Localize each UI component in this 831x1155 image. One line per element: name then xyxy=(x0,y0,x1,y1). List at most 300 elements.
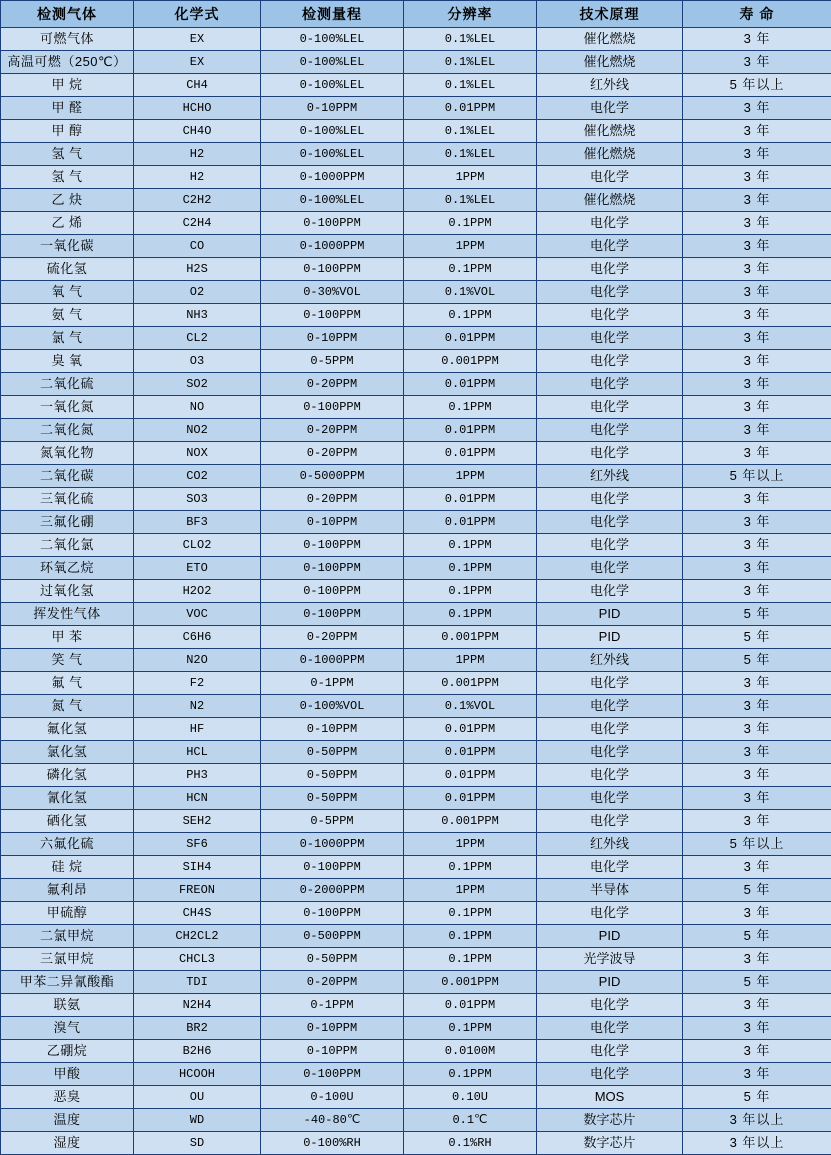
table-cell: 0-50PPM xyxy=(261,764,404,787)
table-row xyxy=(1,511,831,534)
table-cell: 3 年 xyxy=(683,327,831,350)
table-cell: 5 年 xyxy=(683,603,831,626)
table-cell: 3 年 xyxy=(683,51,831,74)
table-cell: 0.001PPM xyxy=(404,810,537,833)
column-header-gas: 检测气体 xyxy=(1,1,134,28)
table-cell: 5 年 xyxy=(683,649,831,672)
table-cell: 电化学 xyxy=(537,304,683,327)
table-cell: 0-50PPM xyxy=(261,741,404,764)
table-cell: 0.1℃ xyxy=(404,1109,537,1132)
table-cell: 1PPM xyxy=(404,833,537,856)
table-cell: 0.001PPM xyxy=(404,350,537,373)
table-cell: 3 年 xyxy=(683,143,831,166)
table-cell: 0-1000PPM xyxy=(261,833,404,856)
table-row xyxy=(1,994,831,1017)
table-cell: 0.01PPM xyxy=(404,764,537,787)
table-cell: 0-1000PPM xyxy=(261,649,404,672)
table-cell: 催化燃烧 xyxy=(537,28,683,51)
table-row xyxy=(1,741,831,764)
table-cell: 3 年 xyxy=(683,189,831,212)
table-cell: SD xyxy=(134,1132,261,1155)
table-cell: 联氨 xyxy=(1,994,134,1017)
table-cell: 0.1PPM xyxy=(404,902,537,925)
table-cell: NO xyxy=(134,396,261,419)
table-cell: ETO xyxy=(134,557,261,580)
table-cell: 甲 烷 xyxy=(1,74,134,97)
table-cell: 甲酸 xyxy=(1,1063,134,1086)
table-row xyxy=(1,304,831,327)
table-cell: 挥发性气体 xyxy=(1,603,134,626)
table-cell: F2 xyxy=(134,672,261,695)
table-row xyxy=(1,925,831,948)
table-cell: TDI xyxy=(134,971,261,994)
table-cell: CH4O xyxy=(134,120,261,143)
table-cell: 0.01PPM xyxy=(404,741,537,764)
table-cell: 0-5PPM xyxy=(261,810,404,833)
table-cell: N2O xyxy=(134,649,261,672)
table-cell: 电化学 xyxy=(537,1040,683,1063)
table-cell: 0-100U xyxy=(261,1086,404,1109)
table-cell: 0-10PPM xyxy=(261,97,404,120)
table-cell: 电化学 xyxy=(537,97,683,120)
table-cell: C2H2 xyxy=(134,189,261,212)
table-cell: 环氧乙烷 xyxy=(1,557,134,580)
table-cell: 0.1%VOL xyxy=(404,695,537,718)
table-row xyxy=(1,672,831,695)
table-cell: 3 年 xyxy=(683,350,831,373)
table-cell: 3 年 xyxy=(683,948,831,971)
table-cell: 0-1PPM xyxy=(261,994,404,1017)
table-cell: 电化学 xyxy=(537,810,683,833)
table-cell: 电化学 xyxy=(537,787,683,810)
table-row xyxy=(1,902,831,925)
table-cell: 3 年 xyxy=(683,764,831,787)
table-cell: 0-100PPM xyxy=(261,1063,404,1086)
table-cell: 六氟化硫 xyxy=(1,833,134,856)
table-cell: 溴气 xyxy=(1,1017,134,1040)
table-cell: 0.01PPM xyxy=(404,511,537,534)
table-cell: 氰化氢 xyxy=(1,787,134,810)
table-cell: 恶臭 xyxy=(1,1086,134,1109)
table-cell: 0-100%LEL xyxy=(261,74,404,97)
table-cell: H2 xyxy=(134,143,261,166)
table-cell: 1PPM xyxy=(404,166,537,189)
table-row xyxy=(1,557,831,580)
table-cell: PID xyxy=(537,603,683,626)
table-cell: 3 年 xyxy=(683,212,831,235)
table-cell: 电化学 xyxy=(537,902,683,925)
table-cell: 0.01PPM xyxy=(404,327,537,350)
table-cell: -40-80℃ xyxy=(261,1109,404,1132)
table-row xyxy=(1,603,831,626)
table-cell: 笑 气 xyxy=(1,649,134,672)
table-cell: 3 年 xyxy=(683,557,831,580)
table-cell: 0.1PPM xyxy=(404,1017,537,1040)
table-cell: 3 年以上 xyxy=(683,1109,831,1132)
table-cell: 电化学 xyxy=(537,695,683,718)
table-row xyxy=(1,28,831,51)
table-cell: 0.001PPM xyxy=(404,672,537,695)
table-row xyxy=(1,97,831,120)
table-cell: 0.1%LEL xyxy=(404,143,537,166)
table-cell: 0-100PPM xyxy=(261,557,404,580)
table-cell: 3 年 xyxy=(683,695,831,718)
table-cell: 电化学 xyxy=(537,373,683,396)
table-cell: 3 年 xyxy=(683,741,831,764)
table-cell: 5 年 xyxy=(683,879,831,902)
table-cell: 电化学 xyxy=(537,327,683,350)
table-row xyxy=(1,1063,831,1086)
table-cell: MOS xyxy=(537,1086,683,1109)
table-cell: 0.1PPM xyxy=(404,396,537,419)
table-cell: 氮 气 xyxy=(1,695,134,718)
table-cell: 3 年 xyxy=(683,120,831,143)
table-cell: 3 年 xyxy=(683,396,831,419)
table-cell: 0-1PPM xyxy=(261,672,404,695)
table-cell: 0-100PPM xyxy=(261,304,404,327)
table-cell: 电化学 xyxy=(537,1063,683,1086)
table-row xyxy=(1,143,831,166)
table-row xyxy=(1,1109,831,1132)
table-cell: O2 xyxy=(134,281,261,304)
table-cell: 0.01PPM xyxy=(404,488,537,511)
table-cell: 0-10PPM xyxy=(261,1017,404,1040)
table-cell: SO3 xyxy=(134,488,261,511)
table-row xyxy=(1,120,831,143)
table-cell: EX xyxy=(134,28,261,51)
table-cell: 3 年 xyxy=(683,488,831,511)
table-cell: 0.001PPM xyxy=(404,971,537,994)
table-cell: 0-100%VOL xyxy=(261,695,404,718)
table-cell: 3 年 xyxy=(683,28,831,51)
table-cell: 三氟化硼 xyxy=(1,511,134,534)
table-cell: 3 年 xyxy=(683,994,831,1017)
table-cell: 0-100%LEL xyxy=(261,143,404,166)
table-cell: 0.01PPM xyxy=(404,419,537,442)
table-cell: 3 年 xyxy=(683,718,831,741)
table-cell: HCOOH xyxy=(134,1063,261,1086)
table-cell: 3 年 xyxy=(683,856,831,879)
table-cell: SF6 xyxy=(134,833,261,856)
table-row xyxy=(1,212,831,235)
table-cell: PID xyxy=(537,925,683,948)
table-cell: 半导体 xyxy=(537,879,683,902)
table-row xyxy=(1,488,831,511)
table-row xyxy=(1,948,831,971)
table-cell: 0.01PPM xyxy=(404,994,537,1017)
table-cell: 电化学 xyxy=(537,1017,683,1040)
table-cell: CH4 xyxy=(134,74,261,97)
table-cell: 0-2000PPM xyxy=(261,879,404,902)
table-cell: 5 年 xyxy=(683,925,831,948)
table-cell: 温度 xyxy=(1,1109,134,1132)
table-cell: 0.1%RH xyxy=(404,1132,537,1155)
table-row xyxy=(1,534,831,557)
table-cell: 3 年 xyxy=(683,1063,831,1086)
table-row xyxy=(1,465,831,488)
table-row xyxy=(1,1040,831,1063)
table-cell: 0.0100M xyxy=(404,1040,537,1063)
table-cell: 电化学 xyxy=(537,350,683,373)
table-cell: N2 xyxy=(134,695,261,718)
table-cell: 0-50PPM xyxy=(261,948,404,971)
table-cell: 1PPM xyxy=(404,465,537,488)
table-cell: 电化学 xyxy=(537,488,683,511)
table-cell: 过氧化氢 xyxy=(1,580,134,603)
table-row xyxy=(1,419,831,442)
table-cell: 0-100PPM xyxy=(261,396,404,419)
table-cell: 0.01PPM xyxy=(404,97,537,120)
table-row xyxy=(1,258,831,281)
table-cell: SIH4 xyxy=(134,856,261,879)
table-cell: 3 年 xyxy=(683,902,831,925)
table-cell: 3 年 xyxy=(683,580,831,603)
table-cell: 0.1%LEL xyxy=(404,51,537,74)
table-cell: 二氯甲烷 xyxy=(1,925,134,948)
table-cell: 电化学 xyxy=(537,741,683,764)
table-cell: 0-1000PPM xyxy=(261,235,404,258)
table-cell: VOC xyxy=(134,603,261,626)
table-cell: O3 xyxy=(134,350,261,373)
table-cell: PID xyxy=(537,626,683,649)
table-cell: 电化学 xyxy=(537,580,683,603)
table-cell: NH3 xyxy=(134,304,261,327)
table-cell: 3 年 xyxy=(683,810,831,833)
table-cell: 电化学 xyxy=(537,212,683,235)
table-cell: 数字芯片 xyxy=(537,1109,683,1132)
table-row xyxy=(1,695,831,718)
table-cell: 0-100%LEL xyxy=(261,189,404,212)
table-cell: 0-100%LEL xyxy=(261,120,404,143)
table-cell: 三氯甲烷 xyxy=(1,948,134,971)
table-cell: 三氧化硫 xyxy=(1,488,134,511)
table-cell: 0.1%LEL xyxy=(404,120,537,143)
table-row xyxy=(1,235,831,258)
table-cell: 0.01PPM xyxy=(404,787,537,810)
table-cell: 氢 气 xyxy=(1,143,134,166)
table-row xyxy=(1,373,831,396)
table-cell: 电化学 xyxy=(537,994,683,1017)
table-cell: 电化学 xyxy=(537,856,683,879)
table-cell: 0-100PPM xyxy=(261,902,404,925)
table-cell: N2H4 xyxy=(134,994,261,1017)
table-cell: 0.1PPM xyxy=(404,856,537,879)
table-cell: 0-500PPM xyxy=(261,925,404,948)
table-cell: HCN xyxy=(134,787,261,810)
table-cell: 红外线 xyxy=(537,465,683,488)
table-cell: 氧 气 xyxy=(1,281,134,304)
table-cell: 0-20PPM xyxy=(261,971,404,994)
table-cell: 0-10PPM xyxy=(261,718,404,741)
table-cell: 0-20PPM xyxy=(261,373,404,396)
table-cell: 二氧化碳 xyxy=(1,465,134,488)
table-row xyxy=(1,718,831,741)
table-cell: 催化燃烧 xyxy=(537,51,683,74)
table-cell: 0.1PPM xyxy=(404,580,537,603)
column-header-lifetime: 寿 命 xyxy=(683,1,831,28)
table-cell: 0.1PPM xyxy=(404,557,537,580)
table-cell: 0-10PPM xyxy=(261,1040,404,1063)
table-row xyxy=(1,764,831,787)
table-cell: 电化学 xyxy=(537,396,683,419)
table-cell: 电化学 xyxy=(537,166,683,189)
table-cell: CHCL3 xyxy=(134,948,261,971)
table-cell: 3 年 xyxy=(683,258,831,281)
table-cell: 0.1%LEL xyxy=(404,189,537,212)
table-cell: 3 年 xyxy=(683,235,831,258)
table-cell: 数字芯片 xyxy=(537,1132,683,1155)
table-cell: 电化学 xyxy=(537,534,683,557)
table-cell: 0-100PPM xyxy=(261,580,404,603)
table-row xyxy=(1,51,831,74)
table-cell: 0.1PPM xyxy=(404,948,537,971)
table-cell: 5 年以上 xyxy=(683,465,831,488)
table-row xyxy=(1,396,831,419)
column-header-principle: 技术原理 xyxy=(537,1,683,28)
table-row xyxy=(1,442,831,465)
table-row xyxy=(1,833,831,856)
table-cell: 0-20PPM xyxy=(261,488,404,511)
table-cell: 氮氧化物 xyxy=(1,442,134,465)
table-cell: 5 年 xyxy=(683,971,831,994)
table-cell: 电化学 xyxy=(537,764,683,787)
table-cell: 3 年 xyxy=(683,166,831,189)
table-cell: 3 年 xyxy=(683,373,831,396)
table-cell: 二氧化氮 xyxy=(1,419,134,442)
table-cell: 电化学 xyxy=(537,672,683,695)
table-cell: 0.10U xyxy=(404,1086,537,1109)
table-row xyxy=(1,856,831,879)
table-row xyxy=(1,281,831,304)
table-cell: 甲 醇 xyxy=(1,120,134,143)
table-cell: 电化学 xyxy=(537,235,683,258)
table-cell: 0-1000PPM xyxy=(261,166,404,189)
table-cell: CLO2 xyxy=(134,534,261,557)
table-cell: C6H6 xyxy=(134,626,261,649)
table-cell: 3 年以上 xyxy=(683,1132,831,1155)
table-cell: 0.1PPM xyxy=(404,603,537,626)
table-cell: 0.1PPM xyxy=(404,212,537,235)
table-cell: 氢 气 xyxy=(1,166,134,189)
table-row xyxy=(1,580,831,603)
table-cell: HF xyxy=(134,718,261,741)
table-row xyxy=(1,649,831,672)
table-cell: 3 年 xyxy=(683,281,831,304)
table-cell: 0-10PPM xyxy=(261,327,404,350)
table-cell: 1PPM xyxy=(404,649,537,672)
table-row xyxy=(1,787,831,810)
table-cell: H2S xyxy=(134,258,261,281)
table-cell: CH4S xyxy=(134,902,261,925)
table-cell: CL2 xyxy=(134,327,261,350)
table-cell: 乙 炔 xyxy=(1,189,134,212)
table-cell: 0.01PPM xyxy=(404,718,537,741)
table-cell: 光学波导 xyxy=(537,948,683,971)
table-cell: 电化学 xyxy=(537,718,683,741)
table-cell: 0-20PPM xyxy=(261,442,404,465)
table-cell: OU xyxy=(134,1086,261,1109)
table-cell: 催化燃烧 xyxy=(537,143,683,166)
table-row xyxy=(1,626,831,649)
table-cell: 氟化氢 xyxy=(1,718,134,741)
table-cell: 臭 氧 xyxy=(1,350,134,373)
table-cell: 氟 气 xyxy=(1,672,134,695)
table-cell: 0-50PPM xyxy=(261,787,404,810)
table-cell: 0-100PPM xyxy=(261,603,404,626)
table-cell: 0-100%RH xyxy=(261,1132,404,1155)
table-cell: 0-100PPM xyxy=(261,856,404,879)
table-cell: 电化学 xyxy=(537,281,683,304)
table-row xyxy=(1,810,831,833)
table-cell: 红外线 xyxy=(537,649,683,672)
table-cell: 一氧化氮 xyxy=(1,396,134,419)
table-cell: SO2 xyxy=(134,373,261,396)
table-row xyxy=(1,1132,831,1155)
table-cell: 电化学 xyxy=(537,511,683,534)
table-cell: 0-5PPM xyxy=(261,350,404,373)
table-cell: 3 年 xyxy=(683,787,831,810)
table-cell: 1PPM xyxy=(404,235,537,258)
table-cell: 3 年 xyxy=(683,672,831,695)
table-cell: 0.1PPM xyxy=(404,1063,537,1086)
table-cell: PID xyxy=(537,971,683,994)
table-cell: 5 年 xyxy=(683,1086,831,1109)
table-cell: 甲硫醇 xyxy=(1,902,134,925)
table-cell: HCHO xyxy=(134,97,261,120)
table-cell: 3 年 xyxy=(683,304,831,327)
table-cell: 0-100PPM xyxy=(261,258,404,281)
table-cell: 高温可燃（250℃） xyxy=(1,51,134,74)
table-cell: 0-100%LEL xyxy=(261,51,404,74)
table-cell: 0.01PPM xyxy=(404,373,537,396)
header-row xyxy=(1,1,831,28)
table-cell: 甲 苯 xyxy=(1,626,134,649)
table-cell: CO xyxy=(134,235,261,258)
table-cell: 3 年 xyxy=(683,511,831,534)
table-cell: 0-100%LEL xyxy=(261,28,404,51)
table-cell: 甲苯二异氰酸酯 xyxy=(1,971,134,994)
table-cell: 氯化氢 xyxy=(1,741,134,764)
column-header-range: 检测量程 xyxy=(261,1,404,28)
table-cell: 催化燃烧 xyxy=(537,120,683,143)
table-cell: 可燃气体 xyxy=(1,28,134,51)
table-row xyxy=(1,1086,831,1109)
table-cell: CH2CL2 xyxy=(134,925,261,948)
table-body xyxy=(1,28,831,1155)
table-cell: 1PPM xyxy=(404,879,537,902)
table-cell: 乙 烯 xyxy=(1,212,134,235)
table-row xyxy=(1,327,831,350)
table-cell: 电化学 xyxy=(537,419,683,442)
table-cell: 磷化氢 xyxy=(1,764,134,787)
table-row xyxy=(1,971,831,994)
table-cell: 一氧化碳 xyxy=(1,235,134,258)
table-row xyxy=(1,166,831,189)
table-cell: NOX xyxy=(134,442,261,465)
table-cell: 二氧化硫 xyxy=(1,373,134,396)
table-cell: 湿度 xyxy=(1,1132,134,1155)
table-cell: 0.1%VOL xyxy=(404,281,537,304)
column-header-formula: 化学式 xyxy=(134,1,261,28)
table-cell: 0.1PPM xyxy=(404,304,537,327)
table-cell: 0.1PPM xyxy=(404,925,537,948)
table-cell: 0-20PPM xyxy=(261,419,404,442)
table-cell: 0.1%LEL xyxy=(404,28,537,51)
table-cell: 0.001PPM xyxy=(404,626,537,649)
table-cell: BF3 xyxy=(134,511,261,534)
table-cell: 二氧化氯 xyxy=(1,534,134,557)
table-cell: H2 xyxy=(134,166,261,189)
